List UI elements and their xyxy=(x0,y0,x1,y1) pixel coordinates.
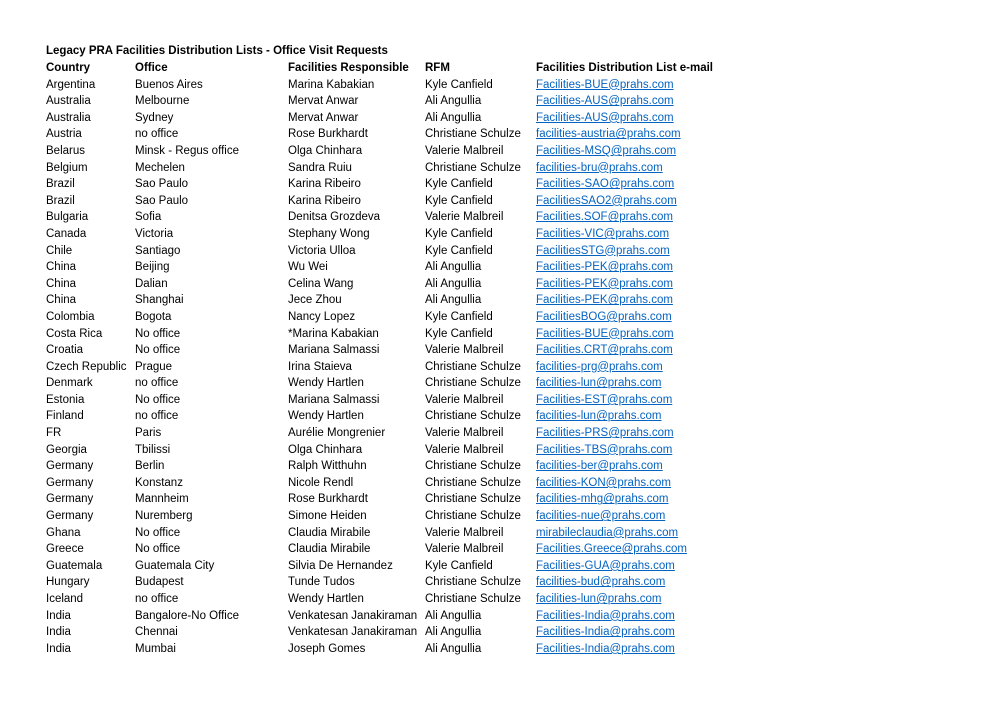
office-cell: No office xyxy=(135,344,181,357)
facilities-responsible-cell: Karina Ribeiro xyxy=(288,194,361,207)
email-link[interactable]: Facilities-PEK@prahs.com xyxy=(536,277,673,290)
rfm-cell: Christiane Schulze xyxy=(425,377,521,390)
facilities-responsible-cell: Wendy Hartlen xyxy=(288,377,364,390)
email-link[interactable]: FacilitiesBOG@prahs.com xyxy=(536,310,672,323)
rfm-cell: Christiane Schulze xyxy=(425,410,521,423)
rfm-cell: Valerie Malbreil xyxy=(425,393,504,406)
email-cell xyxy=(534,292,838,309)
email-cell xyxy=(534,525,838,542)
rfm-cell: Kyle Canfield xyxy=(425,178,493,191)
office-cell: Buenos Aires xyxy=(135,78,203,91)
facilities-responsible-cell: Simone Heiden xyxy=(288,510,367,523)
email-link[interactable]: Facilities-PRS@prahs.com xyxy=(536,427,674,440)
rfm-cell: Ali Angullia xyxy=(425,626,482,639)
email-link[interactable]: Facilities-BUE@prahs.com xyxy=(536,327,674,340)
country-cell: Germany xyxy=(46,460,94,473)
table-row xyxy=(44,77,838,94)
country-cell: Germany xyxy=(46,476,94,489)
email-link[interactable]: facilities-lun@prahs.com xyxy=(536,410,662,423)
country-cell: China xyxy=(46,261,77,274)
facilities-responsible-cell: Mariana Salmassi xyxy=(288,344,380,357)
rfm-cell: Kyle Canfield xyxy=(425,559,493,572)
country-cell: Iceland xyxy=(46,593,84,605)
table-row xyxy=(44,425,838,442)
email-link[interactable]: Facilities.CRT@prahs.com xyxy=(536,344,673,357)
office-cell: Nuremberg xyxy=(135,510,193,523)
rfm-cell: Christiane Schulze xyxy=(425,510,521,523)
facilities-responsible-cell: Claudia Mirabile xyxy=(288,526,371,539)
table-row xyxy=(44,525,838,542)
email-cell xyxy=(534,591,838,608)
facilities-responsible-cell: Wu Wei xyxy=(288,261,328,274)
rfm-cell: Valerie Malbreil xyxy=(425,211,504,224)
email-cell xyxy=(534,608,838,625)
table-row xyxy=(44,491,838,508)
office-cell: Konstanz xyxy=(135,476,183,489)
office-cell: Sao Paulo xyxy=(135,194,189,207)
rfm-cell: Valerie Malbreil xyxy=(425,144,504,157)
email-link[interactable]: Facilities-SAO@prahs.com xyxy=(536,178,675,191)
facilities-responsible-cell: Victoria Ulloa xyxy=(288,244,356,257)
table-row xyxy=(44,558,838,575)
country-cell: Belgium xyxy=(46,161,88,174)
facilities-responsible-cell: Olga Chinhara xyxy=(288,144,363,157)
office-cell: Mechelen xyxy=(135,161,185,174)
column-header-facilities-responsible: Facilities Responsible xyxy=(288,62,409,74)
table-row xyxy=(44,126,838,143)
office-cell: Mumbai xyxy=(135,642,176,655)
facilities-responsible-cell: Jece Zhou xyxy=(288,294,342,307)
country-cell: China xyxy=(46,277,77,290)
email-link[interactable]: Facilities-PEK@prahs.com xyxy=(536,261,673,274)
table-row xyxy=(44,608,838,625)
email-link[interactable]: facilities-lun@prahs.com xyxy=(536,377,662,390)
facilities-responsible-cell: Stephany Wong xyxy=(288,227,370,240)
table-row xyxy=(44,160,838,177)
table-row xyxy=(44,342,838,359)
email-cell xyxy=(534,77,838,94)
table-row xyxy=(44,508,838,525)
rfm-cell: Ali Angullia xyxy=(425,294,482,307)
office-cell: Shanghai xyxy=(135,294,184,307)
email-link[interactable]: facilities-ber@prahs.com xyxy=(536,460,663,473)
table-row xyxy=(44,93,838,110)
table-row xyxy=(44,276,838,293)
email-cell xyxy=(534,193,838,210)
country-cell: Greece xyxy=(46,543,84,556)
rfm-cell: Kyle Canfield xyxy=(425,78,493,91)
email-cell xyxy=(534,624,838,641)
email-link[interactable]: facilities-mhg@prahs.com xyxy=(536,493,669,506)
table-row xyxy=(44,143,838,160)
email-cell xyxy=(534,641,838,658)
email-cell xyxy=(534,558,838,575)
email-cell xyxy=(534,276,838,293)
email-link[interactable]: Facilities-TBS@prahs.com xyxy=(536,443,673,456)
rfm-cell: Valerie Malbreil xyxy=(425,543,504,556)
country-cell: India xyxy=(46,609,71,622)
table-row xyxy=(44,209,838,226)
office-cell: no office xyxy=(135,593,179,605)
rfm-cell: Kyle Canfield xyxy=(425,327,493,340)
email-link[interactable]: Facilities-India@prahs.com xyxy=(536,642,675,655)
rfm-cell: Ali Angullia xyxy=(425,111,482,124)
table-body xyxy=(44,77,838,658)
email-link[interactable]: facilities-nue@prahs.com xyxy=(536,510,666,523)
email-cell xyxy=(534,326,838,343)
facilities-responsible-cell: Venkatesan Janakiraman xyxy=(288,609,418,622)
rfm-cell: Kyle Canfield xyxy=(425,244,493,257)
email-cell xyxy=(534,93,838,110)
table-row xyxy=(44,110,838,127)
facilities-responsible-cell: Denitsa Grozdeva xyxy=(288,211,381,224)
email-cell xyxy=(534,458,838,475)
facilities-responsible-cell: Nancy Lopez xyxy=(288,310,356,323)
email-cell xyxy=(534,309,838,326)
facilities-responsible-cell: Rose Burkhardt xyxy=(288,128,368,141)
facilities-responsible-cell: Mariana Salmassi xyxy=(288,393,380,406)
table-row xyxy=(44,442,838,459)
email-link[interactable]: Facilities-India@prahs.com xyxy=(536,626,675,639)
email-link[interactable]: mirabileclaudia@prahs.com xyxy=(536,526,679,539)
office-cell: No office xyxy=(135,543,181,556)
rfm-cell: Christiane Schulze xyxy=(425,576,521,589)
office-cell: no office xyxy=(135,410,179,423)
office-cell: No office xyxy=(135,393,181,406)
table-row xyxy=(44,359,838,376)
facilities-responsible-cell: Tunde Tudos xyxy=(288,576,355,589)
email-link[interactable]: Facilities-AUS@prahs.com xyxy=(536,111,674,124)
country-cell: India xyxy=(46,626,71,639)
table-row xyxy=(44,392,838,409)
email-cell xyxy=(534,126,838,143)
table-row xyxy=(44,309,838,326)
office-cell: Chennai xyxy=(135,626,178,639)
table-row xyxy=(44,624,838,641)
office-cell: Minsk - Regus office xyxy=(135,144,239,157)
rfm-cell: Ali Angullia xyxy=(425,261,482,274)
facilities-responsible-cell: Venkatesan Janakiraman xyxy=(288,626,418,639)
rfm-cell: Christiane Schulze xyxy=(425,476,521,489)
email-cell xyxy=(534,425,838,442)
facilities-responsible-cell: Rose Burkhardt xyxy=(288,493,368,506)
office-cell: Paris xyxy=(135,427,162,440)
rfm-cell: Valerie Malbreil xyxy=(425,443,504,456)
rfm-cell: Christiane Schulze xyxy=(425,128,521,141)
email-cell xyxy=(534,375,838,392)
office-cell: Bogota xyxy=(135,310,172,323)
column-header-country: Country xyxy=(46,62,91,74)
country-cell: Bulgaria xyxy=(46,211,89,224)
facilities-responsible-cell: Nicole Rendl xyxy=(288,476,354,489)
email-cell xyxy=(534,442,838,459)
column-header-office: Office xyxy=(135,62,168,74)
country-cell: Brazil xyxy=(46,194,75,207)
facilities-responsible-cell: Joseph Gomes xyxy=(288,642,366,655)
rfm-cell: Valerie Malbreil xyxy=(425,526,504,539)
country-cell: Belarus xyxy=(46,144,85,157)
office-cell: Berlin xyxy=(135,460,165,473)
facilities-responsible-cell: Celina Wang xyxy=(288,277,354,290)
email-cell xyxy=(534,491,838,508)
facilities-responsible-cell: Wendy Hartlen xyxy=(288,410,364,423)
country-cell: Canada xyxy=(46,227,87,240)
office-cell: Dalian xyxy=(135,277,168,290)
email-cell xyxy=(534,359,838,376)
email-link[interactable]: facilities-bru@prahs.com xyxy=(536,161,663,174)
rfm-cell: Christiane Schulze xyxy=(425,493,521,506)
table-row xyxy=(44,176,838,193)
office-cell: No office xyxy=(135,327,181,340)
country-cell: Australia xyxy=(46,111,91,124)
email-link[interactable]: Facilities.SOF@prahs.com xyxy=(536,211,673,224)
office-cell: Sydney xyxy=(135,111,174,124)
table-row xyxy=(44,226,838,243)
table-row xyxy=(44,326,838,343)
country-cell: Finland xyxy=(46,410,84,423)
column-header-rfm: RFM xyxy=(425,62,450,74)
table-row xyxy=(44,193,838,210)
country-cell: Australia xyxy=(46,95,91,108)
sheet-title: Legacy PRA Facilities Distribution Lists - Office Visit Requests xyxy=(46,45,388,57)
rfm-cell: Ali Angullia xyxy=(425,609,482,622)
facilities-responsible-cell: Irina Staieva xyxy=(288,360,352,373)
office-cell: No office xyxy=(135,526,181,539)
rfm-cell: Kyle Canfield xyxy=(425,227,493,240)
email-link[interactable]: Facilities-AUS@prahs.com xyxy=(536,95,674,108)
office-cell: Prague xyxy=(135,360,173,373)
rfm-cell: Christiane Schulze xyxy=(425,360,521,373)
office-cell: Tbilissi xyxy=(135,443,171,456)
email-link[interactable]: Facilities-BUE@prahs.com xyxy=(536,78,674,91)
email-cell xyxy=(534,342,838,359)
email-link[interactable]: facilities-austria@prahs.com xyxy=(536,128,681,141)
country-cell: FR xyxy=(46,427,62,440)
email-cell xyxy=(534,475,838,492)
email-link[interactable]: facilities-bud@prahs.com xyxy=(536,576,666,589)
email-link[interactable]: facilities-prg@prahs.com xyxy=(536,360,663,373)
facilities-responsible-cell: Mervat Anwar xyxy=(288,111,359,124)
table-row xyxy=(44,591,838,608)
office-cell: no office xyxy=(135,377,179,390)
email-link[interactable]: Facilities-EST@prahs.com xyxy=(536,393,673,406)
country-cell: Georgia xyxy=(46,443,87,456)
facilities-responsible-cell: Marina Kabakian xyxy=(288,78,375,91)
email-link[interactable]: facilities-KON@prahs.com xyxy=(536,476,672,489)
table-row xyxy=(44,574,838,591)
country-cell: Costa Rica xyxy=(46,327,103,340)
country-cell: China xyxy=(46,294,77,307)
column-header-email: Facilities Distribution List e-mail xyxy=(536,62,714,74)
office-cell: Sao Paulo xyxy=(135,178,189,191)
table-row xyxy=(44,458,838,475)
rfm-cell: Valerie Malbreil xyxy=(425,344,504,357)
table-row xyxy=(44,292,838,309)
email-cell xyxy=(534,259,838,276)
rfm-cell: Christiane Schulze xyxy=(425,593,521,605)
office-cell: Victoria xyxy=(135,227,174,240)
country-cell: Guatemala xyxy=(46,559,103,572)
email-cell xyxy=(534,160,838,177)
facilities-responsible-cell: Ralph Witthuhn xyxy=(288,460,367,473)
rfm-cell: Ali Angullia xyxy=(425,642,482,655)
office-cell: no office xyxy=(135,128,179,141)
country-cell: Croatia xyxy=(46,344,84,357)
email-link[interactable]: FacilitiesSTG@prahs.com xyxy=(536,244,670,257)
office-cell: Sofia xyxy=(135,211,162,224)
country-cell: Brazil xyxy=(46,178,75,191)
table-row xyxy=(44,541,838,558)
office-cell: Budapest xyxy=(135,576,184,589)
header-row xyxy=(44,60,838,77)
country-cell: Hungary xyxy=(46,576,90,589)
email-link[interactable]: facilities-lun@prahs.com xyxy=(536,593,662,605)
facilities-responsible-cell: Sandra Ruiu xyxy=(288,161,352,174)
rfm-cell: Christiane Schulze xyxy=(425,460,521,473)
rfm-cell: Ali Angullia xyxy=(425,95,482,108)
country-cell: Chile xyxy=(46,244,73,257)
country-cell: Austria xyxy=(46,128,82,141)
email-cell xyxy=(534,408,838,425)
facilities-responsible-cell: Aurélie Mongrenier xyxy=(288,427,386,440)
table-row xyxy=(44,375,838,392)
email-cell xyxy=(534,226,838,243)
office-cell: Santiago xyxy=(135,244,181,257)
rfm-cell: Kyle Canfield xyxy=(425,194,493,207)
facilities-responsible-cell: Silvia De Hernandez xyxy=(288,559,393,572)
rfm-cell: Ali Angullia xyxy=(425,277,482,290)
facilities-responsible-cell: Mervat Anwar xyxy=(288,95,359,108)
country-cell: Estonia xyxy=(46,393,85,406)
email-cell xyxy=(534,541,838,558)
office-cell: Guatemala City xyxy=(135,559,215,572)
country-cell: India xyxy=(46,642,71,655)
table-row xyxy=(44,475,838,492)
country-cell: Argentina xyxy=(46,78,96,91)
email-cell xyxy=(534,176,838,193)
country-cell: Czech Republic xyxy=(46,360,127,373)
email-link[interactable]: Facilities-PEK@prahs.com xyxy=(536,294,673,307)
office-cell: Beijing xyxy=(135,261,170,274)
country-cell: Germany xyxy=(46,493,94,506)
facilities-responsible-cell: Olga Chinhara xyxy=(288,443,363,456)
table-row xyxy=(44,408,838,425)
email-cell xyxy=(534,508,838,525)
email-cell xyxy=(534,392,838,409)
facilities-responsible-cell: Karina Ribeiro xyxy=(288,178,361,191)
country-cell: Germany xyxy=(46,510,94,523)
country-cell: Ghana xyxy=(46,526,81,539)
email-link[interactable]: Facilities-MSQ@prahs.com xyxy=(536,144,677,157)
distribution-list-table xyxy=(44,60,838,657)
facilities-responsible-cell: Claudia Mirabile xyxy=(288,543,371,556)
email-cell xyxy=(534,143,838,160)
email-link[interactable]: Facilities-VIC@prahs.com xyxy=(536,227,670,240)
facilities-responsible-cell: Wendy Hartlen xyxy=(288,593,364,605)
email-link[interactable]: Facilities.Greece@prahs.com xyxy=(536,543,687,556)
office-cell: Bangalore-No Office xyxy=(135,609,239,622)
table-row xyxy=(44,259,838,276)
country-cell: Denmark xyxy=(46,377,93,390)
country-cell: Colombia xyxy=(46,310,95,323)
email-link[interactable]: Facilities-India@prahs.com xyxy=(536,609,675,622)
rfm-cell: Christiane Schulze xyxy=(425,161,521,174)
email-cell xyxy=(534,110,838,127)
email-link[interactable]: Facilities-GUA@prahs.com xyxy=(536,559,675,572)
rfm-cell: Valerie Malbreil xyxy=(425,427,504,440)
table-row xyxy=(44,243,838,260)
email-cell xyxy=(534,574,838,591)
facilities-responsible-cell: *Marina Kabakian xyxy=(288,327,379,340)
rfm-cell: Kyle Canfield xyxy=(425,310,493,323)
office-cell: Mannheim xyxy=(135,493,189,506)
email-link[interactable]: FacilitiesSAO2@prahs.com xyxy=(536,194,677,207)
email-cell xyxy=(534,209,838,226)
office-cell: Melbourne xyxy=(135,95,190,108)
table-row xyxy=(44,641,838,658)
email-cell xyxy=(534,243,838,260)
